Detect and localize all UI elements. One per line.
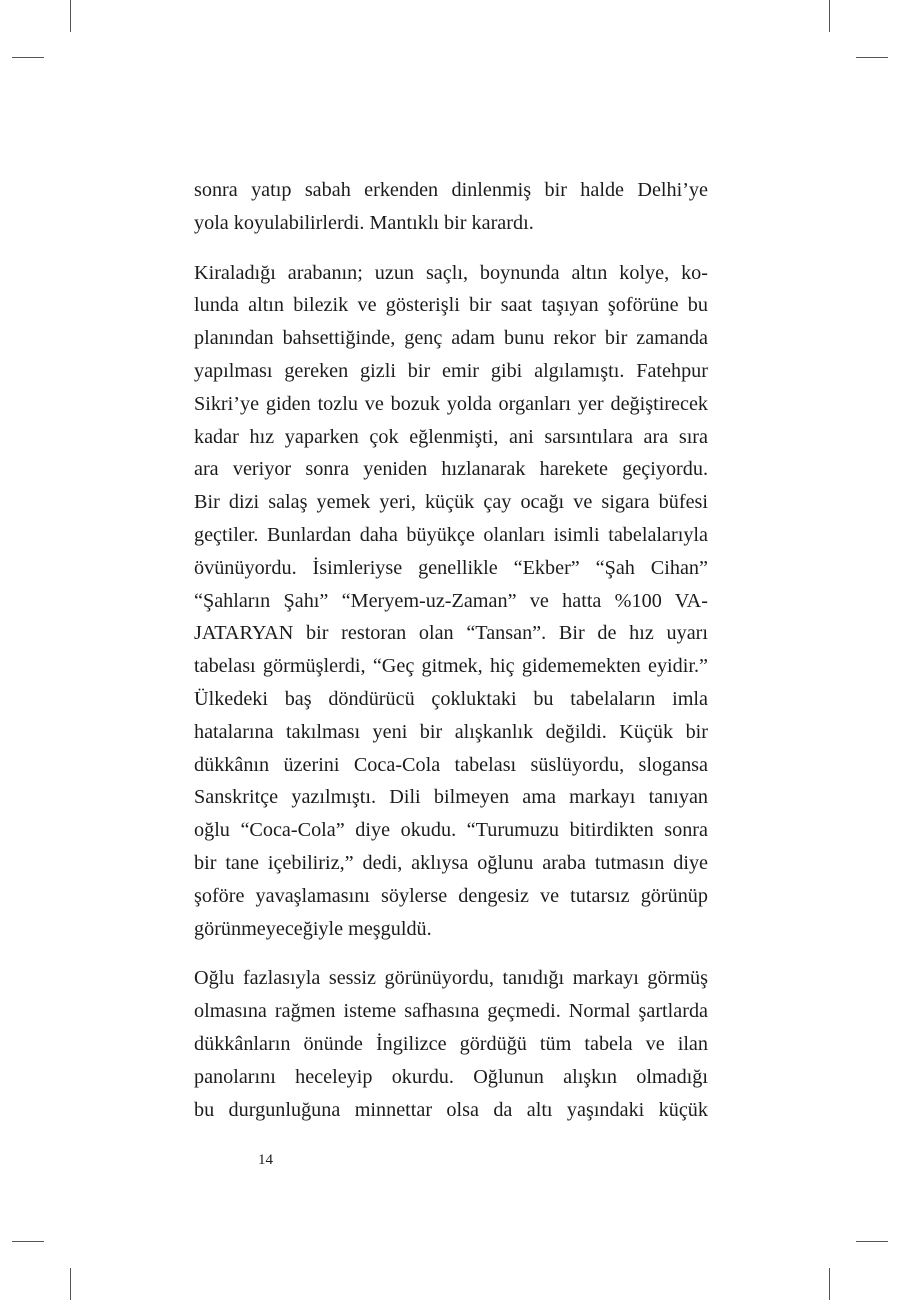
page-number: 14	[258, 1152, 273, 1168]
crop-mark-bottom-right-h	[856, 1241, 888, 1242]
text-line: ara veriyor sonra yeniden hızlanarak harekete geçiyordu.	[194, 458, 708, 481]
crop-mark-bottom-right	[829, 1268, 830, 1300]
text-line: JATARYAN bir restoran olan “Tansan”. Bir de hız uyarı	[194, 622, 708, 645]
body-text	[194, 174, 708, 1126]
text-line: bu durgunluğuna minnettar olsa da altı yaşındaki küçük	[194, 1098, 708, 1121]
text-line: Sanskritçe yazılmıştı. Dili bilmeyen ama markayı tanıyan	[194, 786, 708, 809]
paragraph-1	[194, 174, 708, 240]
text-line: olmasına rağmen isteme safhasına geçmedi. Normal şartlarda	[194, 1000, 708, 1023]
text-line: bir tane içebiliriz,” dedi, aklıysa oğlunu araba tutmasın diye	[194, 851, 708, 874]
text-line: hatalarına takılması yeni bir alışkanlık değildi. Küçük bir	[194, 720, 708, 743]
text-line: dükkânın üzerini Coca-Cola tabelası süslüyordu, slogansa	[194, 753, 708, 776]
text-line: tabelası görmüşlerdi, “Geç gitmek, hiç gidememekten eyidir.”	[194, 655, 708, 678]
crop-mark-top-right-h	[856, 57, 888, 58]
text-line: geçtiler. Bunlardan daha büyükçe olanları isimli tabelalarıyla	[194, 523, 708, 546]
crop-mark-bottom-left-h	[12, 1241, 44, 1242]
text-line: sonra yatıp sabah erkenden dinlenmiş bir halde Delhi’ye	[194, 179, 708, 201]
text-line: planından bahsettiğinde, genç adam bunu rekor bir zamanda	[194, 327, 708, 350]
text-line: şoföre yavaşlamasını söylerse dengesiz ve tutarsız görünüp	[194, 884, 708, 907]
crop-mark-top-left	[70, 0, 71, 32]
text-line: lunda altın bilezik ve gösterişli bir saat taşıyan şoförüne bu	[194, 294, 708, 317]
crop-mark-top-right	[829, 0, 830, 32]
text-line: Sikri’ye giden tozlu ve bozuk yolda organları yer değiştirecek	[194, 392, 708, 415]
paragraph-3	[194, 962, 708, 1126]
text-line: “Şahların Şahı” “Meryem-uz-Zaman” ve hatta %100 VA-	[194, 589, 708, 612]
text-line: Bir dizi salaş yemek yeri, küçük çay ocağı ve sigara büfesi	[194, 491, 708, 514]
text-line: dükkânların önünde İngilizce gördüğü tüm tabela ve ilan	[194, 1032, 708, 1055]
text-line: Oğlu fazlasıyla sessiz görünüyordu, tanıdığı markayı görmüş	[194, 967, 708, 990]
text-line: Kiraladığı arabanın; uzun saçlı, boynunda altın kolye, ko-	[194, 261, 708, 284]
text-line: Ülkedeki baş döndürücü çokluktaki bu tabelaların imla	[194, 687, 708, 710]
text-line: yola koyulabilirlerdi. Mantıklı bir karardı.	[194, 211, 534, 234]
text-line: övünüyordu. İsimleriyse genellikle “Ekber” “Şah Cihan”	[194, 556, 708, 579]
crop-mark-top-left-h	[12, 57, 44, 58]
paragraph-2	[194, 257, 708, 946]
text-line: panolarını heceleyip okurdu. Oğlunun alışkın olmadığı	[194, 1065, 708, 1088]
crop-mark-bottom-left	[70, 1268, 71, 1300]
text-line: oğlu “Coca-Cola” diye okudu. “Turumuzu bitirdikten sonra	[194, 819, 708, 842]
text-line: yapılması gereken gizli bir emir gibi algılamıştı. Fatehpur	[194, 359, 708, 382]
text-line: görünmeyeceğiyle meşguldü.	[194, 917, 432, 940]
text-line: kadar hız yaparken çok eğlenmişti, ani sarsıntılara ara sıra	[194, 425, 708, 448]
